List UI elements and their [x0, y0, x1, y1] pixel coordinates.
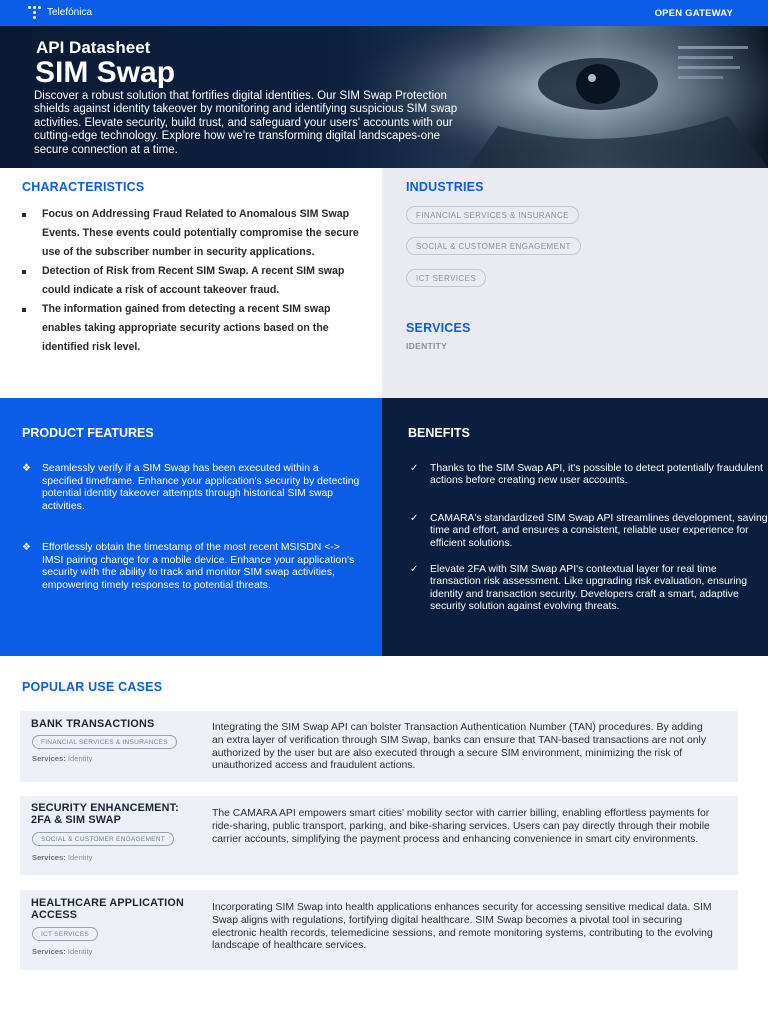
- hero-description: Discover a robust solution that fortifies digital identities. Our SIM Swap Protection shields against identity takeover by monitoring and identifying suspicious SIM swap activities. Elevate security, build trust, and safeguard your users' accounts with our cutting-edge technology. Explore how we're transforming digital landscapes-one secure connection at a time.: [34, 90, 458, 156]
- industry-tag-ict[interactable]: ICT SERVICES: [406, 269, 486, 287]
- use-case-tag[interactable]: FINANCIAL SERVICES & INSURANCES: [32, 735, 177, 749]
- product-features-heading: PRODUCT FEATURES: [22, 426, 154, 440]
- page-title: SIM Swap: [35, 56, 176, 89]
- telefonica-logo-icon: [28, 5, 42, 19]
- characteristics-section: [0, 168, 382, 398]
- checkmark-icon: ✓: [410, 564, 419, 575]
- benefit-text: Elevate 2FA with SIM Swap API's contextual layer for real time transaction risk assessment. Like upgrading risk evaluation, ensuring identity and transaction security. Developers craft a smart, adaptive security solution against evolving threats.: [430, 564, 748, 613]
- diamond-bullet-icon: ❖: [22, 542, 31, 553]
- use-cases-heading: POPULAR USE CASES: [22, 680, 163, 694]
- diamond-bullet-icon: ❖: [22, 463, 31, 474]
- checkmark-icon: ✓: [410, 463, 419, 474]
- telefonica-logo[interactable]: [28, 5, 92, 19]
- feature-item: [22, 463, 362, 513]
- use-case-description: Incorporating SIM Swap into health applications enhances security for accessing sensitive medical data. SIM Swap aligns with regulations, fortifying digital healthcare. SIM Swap becomes a pivotal tool in securing electronic health records, telemedicine sessions, and remote monitoring systems, contributing to the evolving landscape of healthcare services.: [212, 902, 713, 952]
- services-value: IDENTITY: [406, 341, 448, 351]
- use-case-card-bank: [20, 711, 738, 782]
- benefit-item: [408, 564, 768, 614]
- benefit-text: CAMARA's standardized SIM Swap API streamlines development, saving time and effort, and ensures a consistent, reliable user experience for efficient solutions.: [430, 513, 768, 549]
- use-case-title: HEALTHCARE APPLICATION ACCESS: [31, 897, 184, 921]
- use-case-tag[interactable]: SOCIAL & CUSTOMER ENGAGEMENT: [32, 832, 174, 846]
- services-heading: SERVICES: [406, 321, 471, 335]
- top-bar: [0, 0, 768, 26]
- benefits-heading: BENEFITS: [408, 426, 470, 440]
- benefit-item: [408, 463, 768, 488]
- benefits-section: [382, 398, 768, 656]
- use-case-card-healthcare: [20, 890, 738, 970]
- use-case-services: [32, 754, 92, 763]
- industry-tag-social[interactable]: SOCIAL & CUSTOMER ENGAGEMENT: [406, 237, 581, 255]
- industries-section: [382, 168, 768, 398]
- services-label: Services:: [32, 754, 66, 763]
- services-value: Identity: [67, 754, 93, 763]
- product-features-section: [0, 398, 382, 656]
- characteristics-list: [22, 205, 367, 357]
- hero-banner: [0, 26, 768, 168]
- feature-text: Effortlessly obtain the timestamp of the most recent MSISDN <-> IMSI pairing change for a mobile device. Enhance your application's security with the ability to track and monitor SIM swap activities, empowering timely responses to potential threats.: [42, 542, 355, 591]
- industries-heading: INDUSTRIES: [406, 180, 484, 194]
- use-case-services: [32, 947, 92, 956]
- use-case-services: [32, 853, 92, 862]
- characteristic-item: Focus on Addressing Fraud Related to Anomalous SIM Swap Events. These events could potentially compromise the secure use of the subscriber number in security applications.: [22, 205, 367, 262]
- industry-tag-financial[interactable]: FINANCIAL SERVICES & INSURANCE: [406, 206, 579, 224]
- open-gateway-label: OPEN GATEWAY: [654, 8, 733, 19]
- use-case-tag[interactable]: ICT SERVICES: [32, 927, 98, 941]
- use-case-title: BANK TRANSACTIONS: [31, 718, 155, 730]
- services-value: Identity: [67, 947, 93, 956]
- services-label: Services:: [32, 853, 66, 862]
- feature-item: [22, 542, 362, 592]
- checkmark-icon: ✓: [410, 513, 419, 524]
- characteristic-item: The information gained from detecting a recent SIM swap enables taking appropriate security actions based on the identified risk level.: [22, 300, 367, 357]
- use-case-description: The CAMARA API empowers smart cities' mobility sector with carrier billing, enabling effortless payments for ride-sharing, public transport, parking, and bike-sharing services. Users can pay directly through their mobile carrier accounts, simplifying the payment process and enhancing convenience in smart city environments.: [212, 808, 710, 845]
- characteristics-heading: CHARACTERISTICS: [22, 180, 145, 194]
- use-case-card-2fa: [20, 796, 738, 875]
- feature-text: Seamlessly verify if a SIM Swap has been executed within a specified timeframe. Enhance your application's security by detecting potential identity takeover attempts through historical SIM swap activities.: [42, 463, 360, 512]
- services-label: Services:: [32, 947, 66, 956]
- services-value: Identity: [67, 853, 93, 862]
- characteristic-item: Detection of Risk from Recent SIM Swap. A recent SIM swap could indicate a risk of account takeover fraud.: [22, 262, 367, 300]
- benefit-text: Thanks to the SIM Swap API, it's possible to detect potentially fraudulent actions before creating new user accounts.: [430, 463, 763, 487]
- brand-name: Telefónica: [47, 6, 93, 18]
- use-case-title: SECURITY ENHANCEMENT: 2FA & SIM SWAP: [31, 802, 179, 826]
- hero-subtitle: API Datasheet: [36, 38, 151, 57]
- benefit-item: [408, 513, 768, 550]
- use-case-description: Integrating the SIM Swap API can bolster Transaction Authentication Number (TAN) procedures. By adding an extra layer of verification through SIM Swap, banks can ensure that TAN-based transactions are not only authorized by the user but are also executed through a secure SIM environment, minimizing the risk of unauthorized access and fraudulent actions.: [212, 722, 707, 772]
